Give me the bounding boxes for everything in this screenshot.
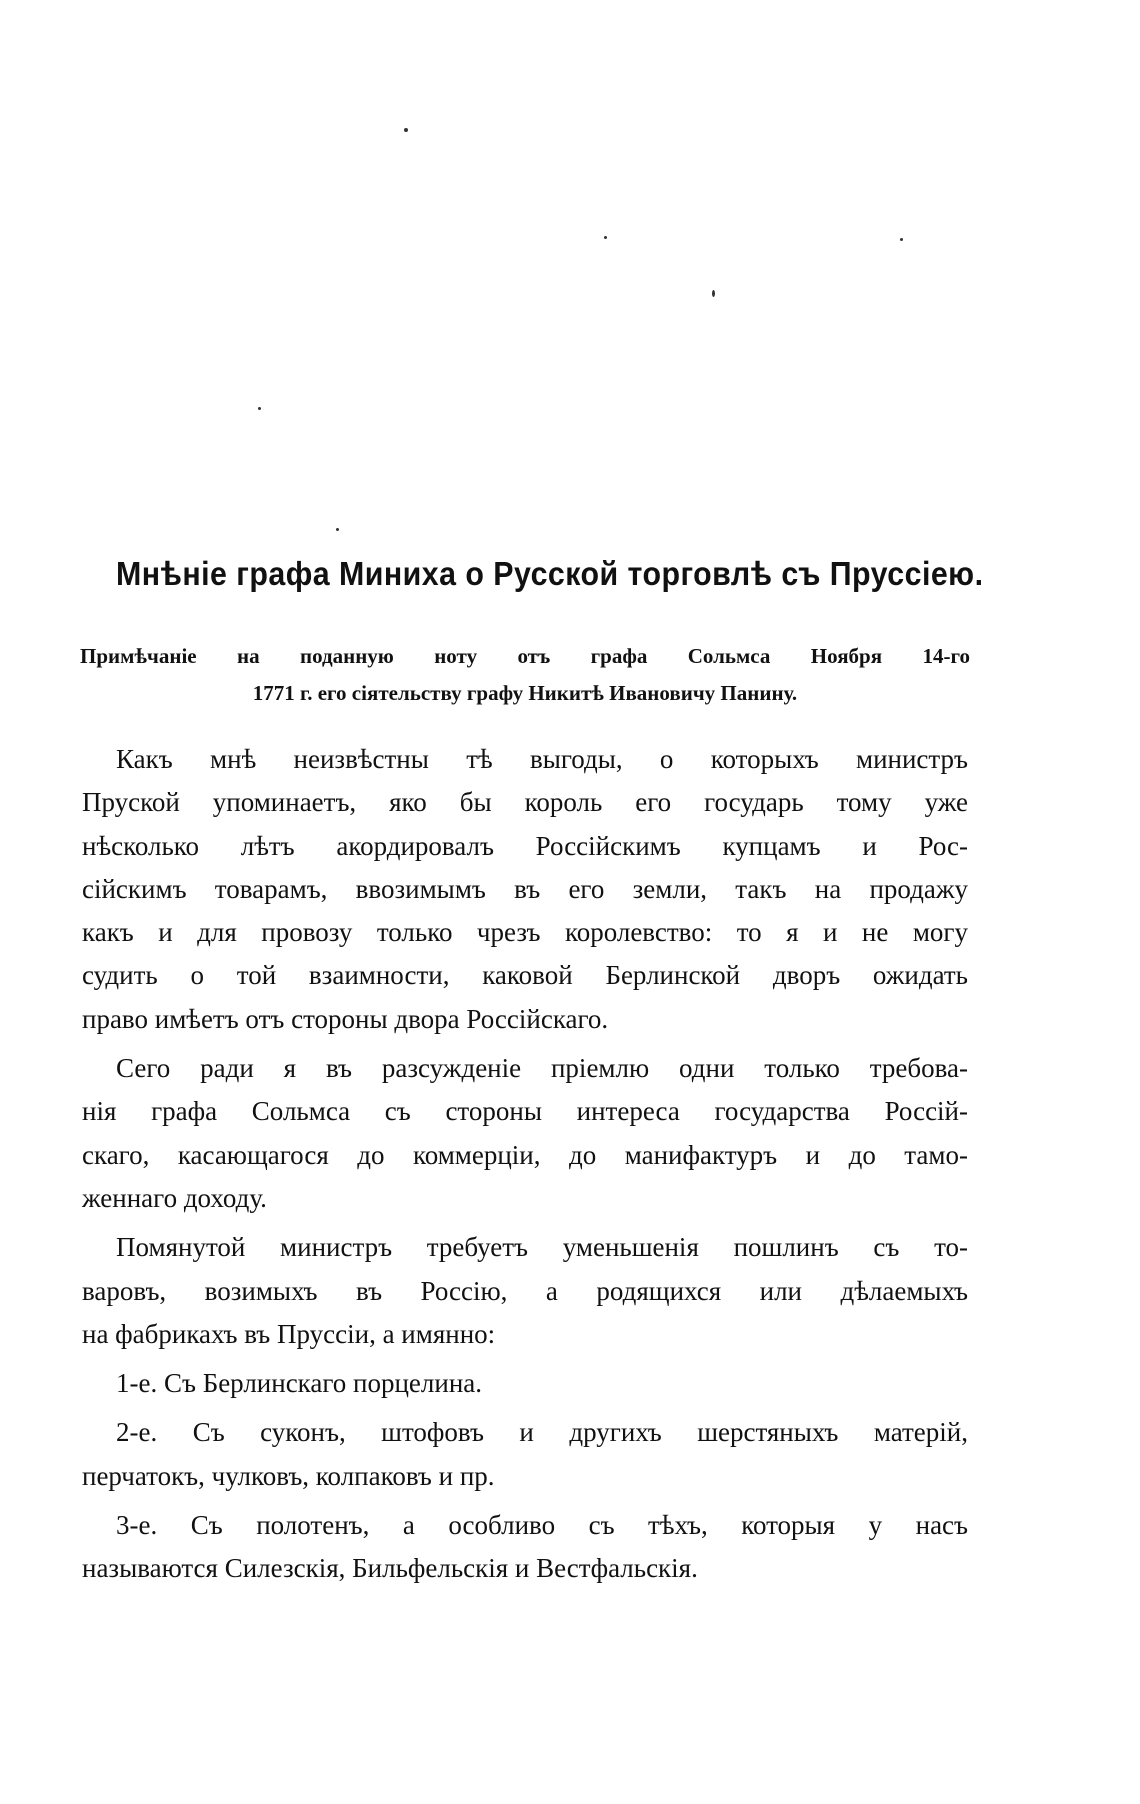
text-line: нѣсколько лѣтъ акордировалъ Россійскимъ купцамъ и Рос- xyxy=(82,830,968,861)
list-item xyxy=(82,1362,968,1405)
document-title: Мнѣніе графа Миниха о Русской торговлѣ съ Пруссіею. xyxy=(116,555,984,592)
scan-speck xyxy=(604,236,607,239)
text-line: на фабрикахъ въ Пруссіи, а имянно: xyxy=(82,1318,496,1349)
text-line: какъ и для провозу только чрезъ королевство: то я и не могу xyxy=(82,917,968,948)
scan-speck xyxy=(404,128,408,132)
text-line: судить о той взаимности, каковой Берлинской дворъ ожидать xyxy=(82,960,968,991)
subtitle-line: Примѣчаніе на поданную ноту отъ графа Сольмса Ноября 14-го xyxy=(80,644,970,668)
text-line: Какъ мнѣ неизвѣстны тѣ выгоды, о которыхъ министръ xyxy=(116,744,968,774)
subtitle-line: 1771 г. его сіятельству графу Никитѣ Ивановичу Панину. xyxy=(252,681,798,705)
scan-speck xyxy=(336,528,339,531)
text-line: Пруской упоминаетъ, яко бы король его государь тому уже xyxy=(82,787,968,818)
text-line: право имѣетъ отъ стороны двора Россійскаго. xyxy=(82,1003,609,1034)
paragraph xyxy=(82,1226,968,1356)
text-line: 3-е. Съ полотенъ, а особливо съ тѣхъ, которыя у насъ xyxy=(116,1510,968,1541)
paragraph xyxy=(82,1047,968,1220)
scan-speck xyxy=(900,238,903,241)
list-item xyxy=(82,1504,968,1591)
text-line: нія графа Сольмса съ стороны интереса государства Россій- xyxy=(82,1096,968,1127)
text-line: Сего ради я въ разсужденіе пріемлю одни только требова- xyxy=(116,1053,968,1084)
text-line: варовъ, возимыхъ въ Россію, а родящихся или дѣлаемыхъ xyxy=(82,1275,968,1306)
text-line: называются Силезскія, Бильфельскія и Вестфальскія. xyxy=(82,1553,698,1584)
text-line: сійскимъ товарамъ, ввозимымъ въ его земли, такъ на продажу xyxy=(82,873,968,904)
text-line: перчатокъ, чулковъ, колпаковъ и пр. xyxy=(82,1460,495,1491)
paragraph xyxy=(82,738,968,1041)
scan-speck xyxy=(258,407,261,410)
text-line: женнаго доходу. xyxy=(82,1182,267,1213)
document-subtitle xyxy=(80,638,970,712)
text-line: 2-е. Съ суконъ, штофовъ и другихъ шерстяныхъ матерій, xyxy=(116,1417,968,1448)
text-line: Помянутой министръ требуетъ уменьшенія пошлинъ съ то- xyxy=(116,1232,968,1263)
text-line: скаго, касающагося до коммерціи, до манифактуръ и до тамо- xyxy=(82,1139,968,1170)
text-line: 1-е. Съ Берлинскаго порцелина. xyxy=(116,1368,483,1399)
scan-speck xyxy=(712,290,715,297)
document-body xyxy=(82,738,968,1591)
list-item xyxy=(82,1411,968,1498)
